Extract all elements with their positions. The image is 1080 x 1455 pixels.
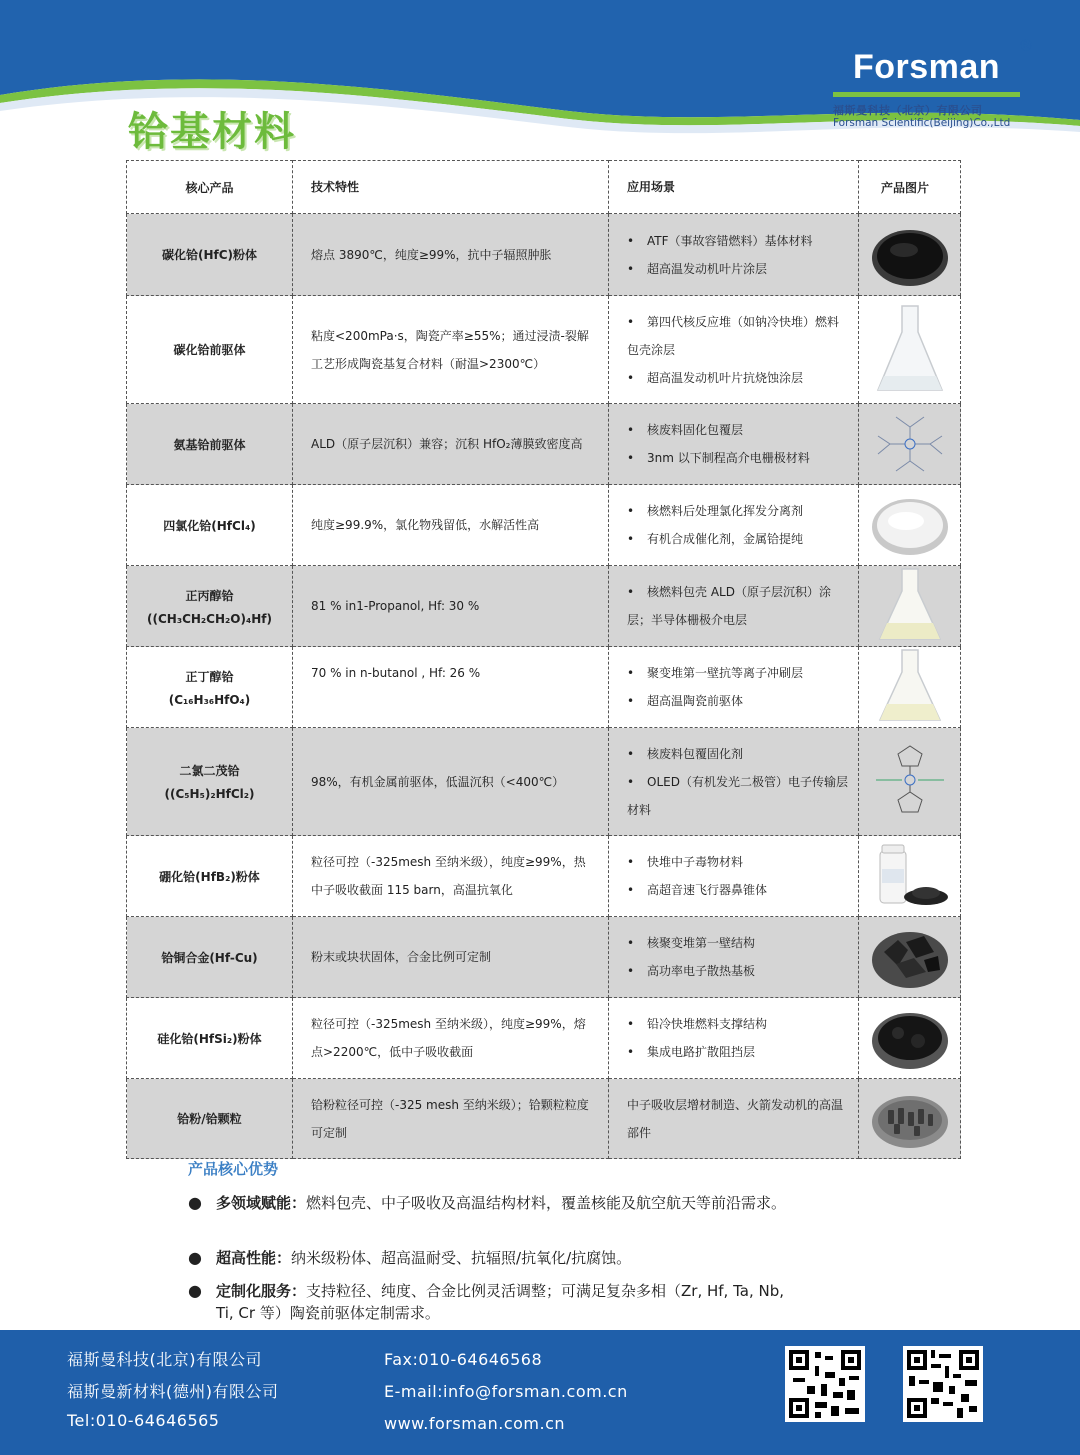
app-item: • 核废料包覆固化剂 (627, 740, 848, 768)
footer-tel: Tel:010-64646565 (67, 1411, 220, 1430)
footer-fax: Fax:010-64646568 (384, 1350, 543, 1369)
product-name: 硅化铪(HfSi₂)粉体 (127, 998, 293, 1079)
white-powder-dish-icon (868, 490, 952, 560)
qr-code-icon[interactable] (903, 1346, 983, 1422)
product-image (859, 214, 961, 296)
app-item: 中子吸收层增材制造、火箭发动机的高温部件 (627, 1097, 844, 1140)
tech-spec: 铪粉粒径可控（-325 mesh 至纳米级）；铪颗粒粒度可定制 (293, 1079, 609, 1159)
app-item: • 聚变堆第一壁抗等离子冲刷层 (627, 659, 848, 687)
product-image (859, 566, 961, 647)
product-image (859, 998, 961, 1079)
app-item: • 铅冷快堆燃料支撑结构 (627, 1010, 848, 1038)
product-name: 碳化铪(HfC)粉体 (127, 214, 293, 296)
product-name: 铪粉/铪颗粒 (127, 1079, 293, 1159)
product-image (859, 647, 961, 728)
logo-accent-bar (833, 92, 1020, 97)
table-row (127, 485, 961, 566)
product-image (859, 836, 961, 917)
table-row (127, 214, 961, 296)
header-image: 产品图片 (859, 161, 961, 214)
yellow-liquid-flask-icon (868, 648, 952, 726)
app-item: • 核燃料包壳 ALD（原子层沉积）涂层；半导体栅极介电层 (627, 578, 848, 634)
app-item: • 核燃料后处理氯化挥发分离剂 (627, 497, 848, 525)
footer-website[interactable]: www.forsman.com.cn (384, 1414, 566, 1433)
app-item: • 超高温发动机叶片涂层 (627, 255, 848, 283)
app-list (609, 566, 859, 647)
forsman-logo: Forsman (833, 45, 1020, 95)
advantages-title: 产品核心优势 (188, 1160, 279, 1178)
clear-liquid-flask-icon (868, 302, 952, 398)
app-item: • 快堆中子毒物材料 (627, 848, 848, 876)
app-item: • 高超音速飞行器鼻锥体 (627, 876, 848, 904)
app-list (609, 647, 859, 728)
app-item: • 核聚变堆第一壁结构 (627, 929, 848, 957)
tech-spec: 98%，有机金属前驱体，低温沉积（<400℃） (293, 728, 609, 836)
metal-lumps-dish-icon (868, 922, 952, 992)
table-row (127, 1079, 961, 1159)
product-image (859, 917, 961, 998)
tech-spec: 熔点 3890℃，纯度≥99%，抗中子辐照肿胀 (293, 214, 609, 296)
app-list (609, 836, 859, 917)
black-powder-dish-icon (868, 220, 952, 290)
metal-granules-dish-icon (868, 1084, 952, 1154)
advantage-item: ● 定制化服务：支持粒径、纯度、合金比例灵活调整；可满足复杂多相（Zr, Hf, Ta, Nb, Ti, Cr 等）陶瓷前驱体定制需求。 (188, 1281, 785, 1322)
table-row (127, 998, 961, 1079)
footer-email[interactable]: E-mail:info@forsman.com.cn (384, 1382, 628, 1401)
bullet-icon: ● (188, 1193, 202, 1212)
company-name-en: Forsman Scientific(Beijing)Co.,Ltd (833, 117, 1011, 129)
table-row (127, 566, 961, 647)
bottle-and-powder-icon (868, 841, 952, 911)
footer-company-2: 福斯曼新材料(德州)有限公司 (67, 1382, 279, 1401)
header-product: 核心产品 (127, 161, 293, 214)
amino-hafnium-structure-icon (868, 409, 952, 479)
app-list (609, 728, 859, 836)
app-item: • OLED（有机发光二极管）电子传输层材料 (627, 768, 848, 824)
tech-spec: 粒径可控（-325mesh 至纳米级），纯度≥99%，热中子吸收截面 115 barn，高温抗氧化 (293, 836, 609, 917)
app-item: • 超高温发动机叶片抗烧蚀涂层 (627, 364, 848, 392)
tech-spec: 纯度≥99.9%，氯化物残留低，水解活性高 (293, 485, 609, 566)
registered-mark: ® (1018, 36, 1034, 55)
product-image (859, 296, 961, 404)
product-image (859, 728, 961, 836)
table-header-row (127, 161, 961, 214)
app-item: • 高功率电子散热基板 (627, 957, 848, 985)
app-item: • 超高温陶瓷前驱体 (627, 687, 848, 715)
header-apps: 应用场景 (609, 161, 859, 214)
page-title: 铪基材料 (128, 109, 296, 155)
product-name: 硼化铪(HfB₂)粉体 (127, 836, 293, 917)
bullet-icon: ● (188, 1248, 202, 1267)
company-name-cn: 福斯曼科技（北京）有限公司 (833, 104, 983, 117)
yellow-liquid-flask-icon (868, 567, 952, 645)
advantage-item: ● 超高性能：纳米级粉体、超高温耐受、抗辐照/抗氧化/抗腐蚀。 (188, 1248, 632, 1267)
product-table (126, 160, 961, 1159)
product-name: 铪铜合金(Hf-Cu) (127, 917, 293, 998)
product-image (859, 485, 961, 566)
product-name: 正丙醇铪 ((CH₃CH₂CH₂O)₄Hf) (127, 566, 293, 647)
hafnocene-structure-icon (868, 734, 952, 830)
app-item: • 集成电路扩散阻挡层 (627, 1038, 848, 1066)
tech-spec: 粘度<200mPa·s，陶瓷产率≥55%；通过浸渍-裂解工艺形成陶瓷基复合材料（耐温>2300℃） (293, 296, 609, 404)
header-tech: 技术特性 (293, 161, 609, 214)
table-row (127, 836, 961, 917)
product-name: 正丁醇铪 (C₁₆H₃₆HfO₄) (127, 647, 293, 728)
table-row (127, 728, 961, 836)
app-item: • 核废料固化包覆层 (627, 416, 848, 444)
product-image (859, 1079, 961, 1159)
app-item: • ATF（事故容错燃料）基体材料 (627, 227, 848, 255)
product-name: 四氯化铪(HfCl₄) (127, 485, 293, 566)
app-item: • 3nm 以下制程高介电栅极材料 (627, 444, 848, 472)
tech-spec: 70 % in n-butanol , Hf: 26 % (293, 647, 609, 728)
black-lumps-dish-icon (868, 1003, 952, 1073)
app-item: • 第四代核反应堆（如钠冷快堆）燃料包壳涂层 (627, 308, 848, 364)
app-list (609, 1079, 859, 1159)
tech-spec: 粉末或块状固体，合金比例可定制 (293, 917, 609, 998)
table-row (127, 404, 961, 485)
app-list (609, 917, 859, 998)
product-name: 碳化铪前驱体 (127, 296, 293, 404)
tech-spec: 粒径可控（-325mesh 至纳米级），纯度≥99%，熔点>2200℃，低中子吸收截面 (293, 998, 609, 1079)
footer (0, 1330, 1080, 1455)
footer-company-1: 福斯曼科技(北京)有限公司 (67, 1350, 262, 1369)
table-row (127, 647, 961, 728)
app-list (609, 214, 859, 296)
advantage-item: ● 多领域赋能：燃料包壳、中子吸收及高温结构材料，覆盖核能及航空航天等前沿需求。 (188, 1193, 787, 1212)
qr-code-icon[interactable] (785, 1346, 865, 1422)
tech-spec: ALD（原子层沉积）兼容；沉积 HfO₂薄膜致密度高 (293, 404, 609, 485)
product-name: 二氯二茂铪 ((C₅H₅)₂HfCl₂) (127, 728, 293, 836)
table-row (127, 296, 961, 404)
tech-spec: 81 % in1-Propanol, Hf: 30 % (293, 566, 609, 647)
table-row (127, 917, 961, 998)
app-list (609, 296, 859, 404)
app-list (609, 998, 859, 1079)
app-list (609, 485, 859, 566)
bullet-icon: ● (188, 1281, 202, 1300)
app-item: • 有机合成催化剂，金属铪提纯 (627, 525, 848, 553)
app-list (609, 404, 859, 485)
product-name: 氨基铪前驱体 (127, 404, 293, 485)
product-image (859, 404, 961, 485)
